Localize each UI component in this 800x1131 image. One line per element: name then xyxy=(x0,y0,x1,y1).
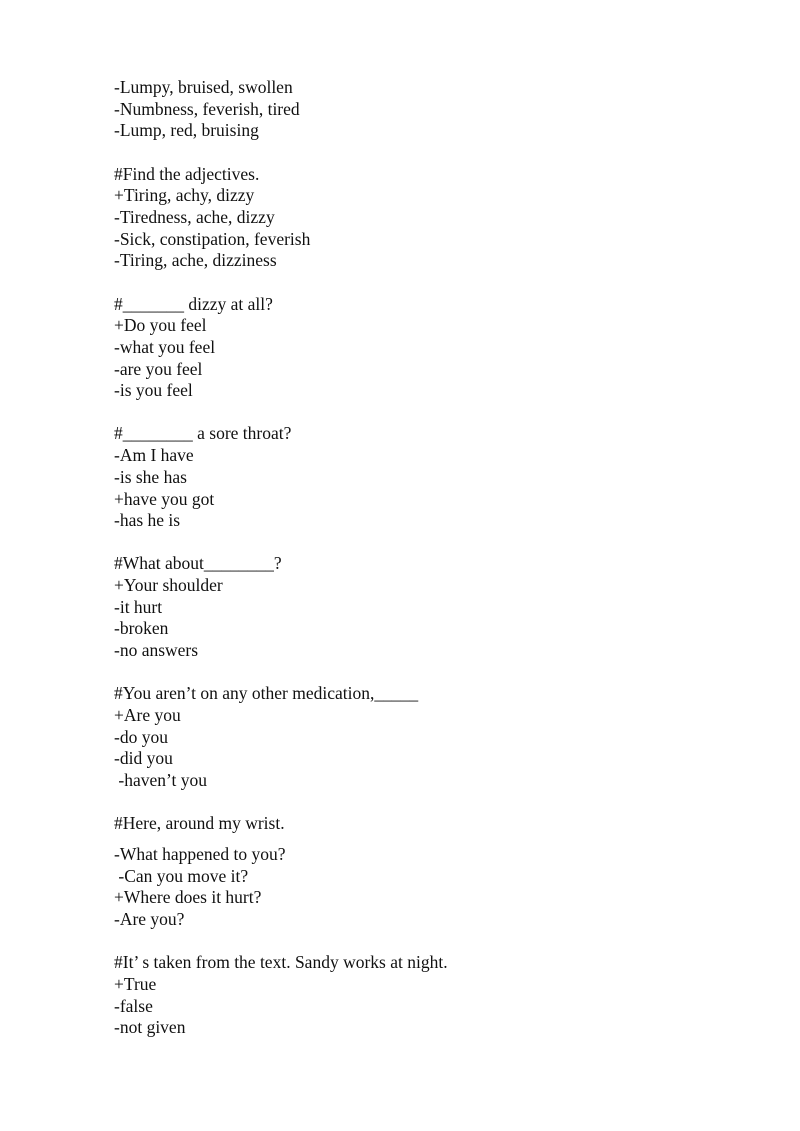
option-line: -Tiredness, ache, dizzy xyxy=(114,206,275,227)
question-block-7 xyxy=(114,813,734,930)
option-line: -Numbness, feverish, tired xyxy=(114,98,300,119)
question-line: #You aren’t on any other medication,_____ xyxy=(114,683,419,704)
question-line: #_______ dizzy at all? xyxy=(114,293,273,314)
option-line: -Can you move it? xyxy=(114,865,249,886)
question-block-1 xyxy=(114,77,734,142)
option-line: -What happened to you? xyxy=(114,843,286,864)
option-line: -has he is xyxy=(114,510,181,531)
question-line: #It’ s taken from the text. Sandy works at night. xyxy=(114,952,448,973)
option-line: -no answers xyxy=(114,640,199,661)
option-line: -not given xyxy=(114,1017,186,1038)
option-line: -what you feel xyxy=(114,336,216,357)
question-block-5 xyxy=(114,553,734,661)
option-line: +Tiring, achy, dizzy xyxy=(114,185,255,206)
option-line: -haven’t you xyxy=(114,770,207,791)
option-line: -did you xyxy=(114,748,173,769)
option-line: -it hurt xyxy=(114,596,163,617)
question-line: #Find the adjectives. xyxy=(114,163,260,184)
option-line: -false xyxy=(114,995,153,1016)
option-line: -is she has xyxy=(114,466,187,487)
question-block-6 xyxy=(114,683,734,791)
option-line: -is you feel xyxy=(114,380,193,401)
question-block-8 xyxy=(114,952,734,1039)
question-line: #What about________? xyxy=(114,553,282,574)
option-line: +True xyxy=(114,973,157,994)
option-line: -are you feel xyxy=(114,358,203,379)
option-line: -Lumpy, bruised, swollen xyxy=(114,77,293,97)
option-line: +Are you xyxy=(114,705,181,725)
option-line: -Are you? xyxy=(114,909,185,929)
option-line: -Sick, constipation, feverish xyxy=(114,228,311,249)
question-block-4 xyxy=(114,423,734,531)
question-block-3 xyxy=(114,294,734,402)
question-block-2 xyxy=(114,164,734,272)
option-line: +Where does it hurt? xyxy=(114,887,262,908)
option-line: -Lump, red, bruising xyxy=(114,120,259,141)
option-line: -Tiring, ache, dizziness xyxy=(114,250,277,271)
option-line: +Do you feel xyxy=(114,315,207,336)
option-line: -Am I have xyxy=(114,445,194,466)
document-page xyxy=(114,77,734,1060)
question-line: #Here, around my wrist. xyxy=(114,813,285,834)
option-line: +Your shoulder xyxy=(114,575,223,596)
option-line: +have you got xyxy=(114,488,215,509)
question-line: #________ a sore throat? xyxy=(114,423,292,444)
option-line: -do you xyxy=(114,726,168,747)
option-line: -broken xyxy=(114,618,169,639)
